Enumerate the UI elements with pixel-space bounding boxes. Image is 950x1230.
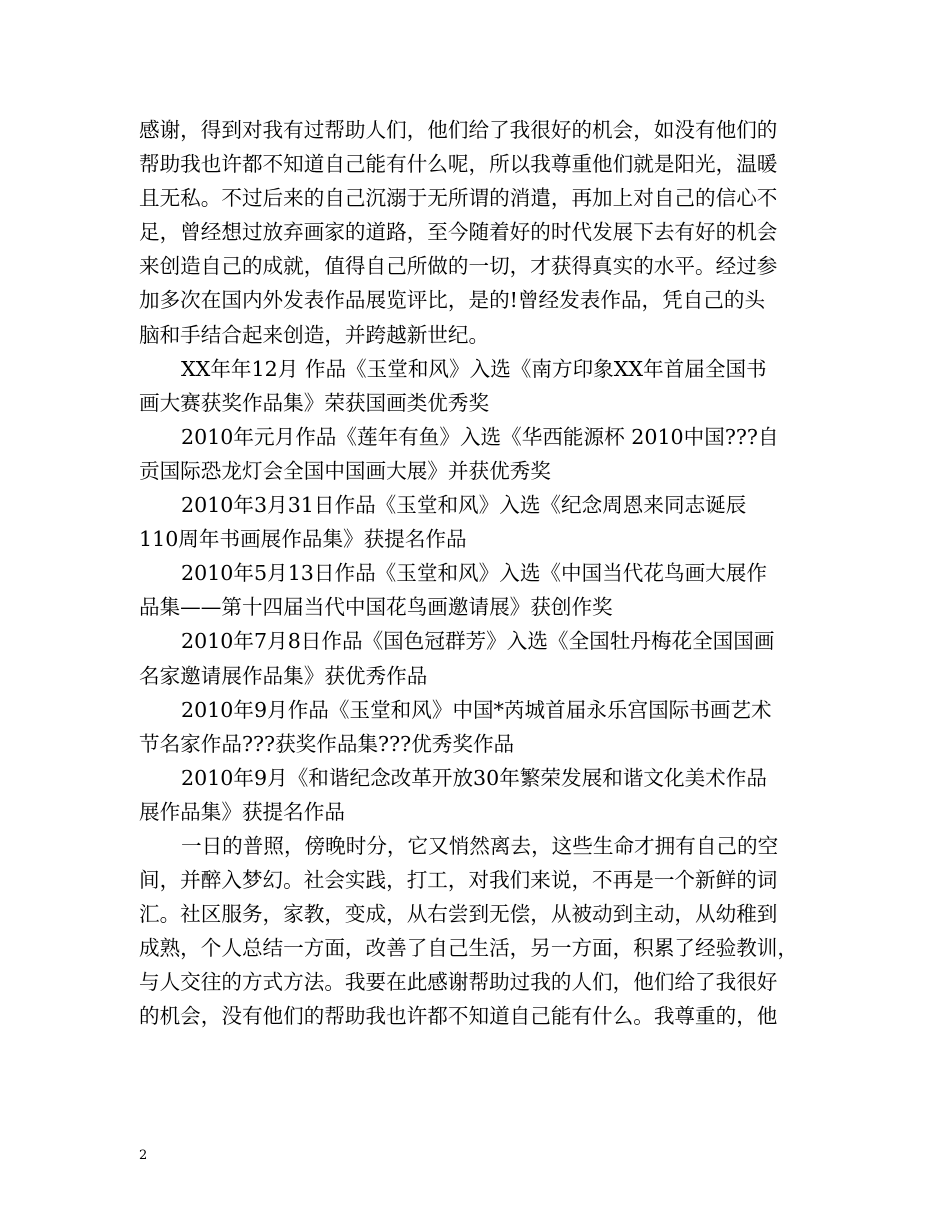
paragraph-award-6 [139, 693, 829, 761]
text-line: 贡国际恐龙灯会全国中国画大展》并获优秀奖 [139, 458, 551, 483]
text-line: 节名家作品???获奖作品集???优秀奖作品 [139, 731, 515, 756]
text-line: 展作品集》获提名作品 [139, 799, 345, 824]
text-line: 2010年元月作品《莲年有鱼》入选《华西能源杯 2010中国???自 [181, 424, 779, 449]
paragraph-closing [139, 829, 829, 1034]
text-line: 品集——第十四届当代中国花鸟画邀请展》获创作奖 [139, 595, 613, 620]
text-line: 加多次在国内外发表作品展览评比，是的!曾经发表作品，凭自己的头 [139, 288, 766, 313]
text-line: 与人交往的方式方法。我要在此感谢帮助过我的人们，他们给了我很好 [139, 970, 778, 995]
text-line: XX年年12月 作品《玉堂和风》入选《南方印象XX年首届全国书 [181, 356, 767, 381]
text-line: 2010年5月13日作品《玉堂和风》入选《中国当代花鸟画大展作 [181, 561, 767, 586]
text-line: 2010年3月31日作品《玉堂和风》入选《纪念周恩来同志诞辰 [181, 493, 747, 518]
paragraph-award-7 [139, 761, 829, 829]
text-line: 2010年9月《和谐纪念改革开放30年繁荣发展和谐文化美术作品 [181, 765, 767, 790]
paragraph-award-1 [139, 352, 829, 420]
text-line: 感谢，得到对我有过帮助人们，他们给了我很好的机会，如没有他们的 [139, 118, 778, 142]
paragraph-award-3 [139, 488, 829, 556]
text-line: 间，并醉入梦幻。社会实践，打工，对我们来说，不再是一个新鲜的词 [139, 868, 778, 893]
text-line: 脑和手结合起来创造，并跨越新世纪。 [139, 322, 490, 347]
text-line: 2010年7月8日作品《国色冠群芳》入选《全国牡丹梅花全国国画 [181, 629, 775, 654]
paragraph-intro [139, 113, 829, 352]
paragraph-award-4 [139, 556, 829, 624]
text-line: 画大赛获奖作品集》荣获国画类优秀奖 [139, 390, 490, 415]
text-line: 名家邀请展作品集》获优秀作品 [139, 663, 428, 688]
paragraph-award-2 [139, 420, 829, 488]
text-line: 足，曾经想过放弃画家的道路，至今随着好的时代发展下去有好的机会 [139, 220, 778, 245]
body-text [139, 113, 829, 1034]
paragraph-award-5 [139, 624, 829, 692]
text-line: 来创造自己的成就，值得自己所做的一切，才获得真实的水平。经过参 [139, 254, 778, 279]
text-line: 成熟，个人总结一方面，改善了自己生活，另一方面，积累了经验教训， [139, 936, 798, 961]
page-number: 2 [139, 1148, 148, 1163]
text-line: 的机会，没有他们的帮助我也许都不知道自己能有什么。我尊重的，他 [139, 1004, 778, 1029]
text-line: 一日的普照，傍晚时分，它又悄然离去，这些生命才拥有自己的空 [181, 833, 779, 858]
text-line: 帮助我也许都不知道自己能有什么呢，所以我尊重他们就是阳光，温暖 [139, 152, 778, 177]
text-line: 2010年9月作品《玉堂和风》中国*芮城首届永乐宫国际书画艺术 [181, 697, 772, 722]
text-line: 110周年书画展作品集》获提名作品 [139, 527, 467, 552]
text-line: 且无私。不过后来的自己沉溺于无所谓的消遣，再加上对自己的信心不 [139, 186, 778, 211]
text-line: 汇。社区服务，家教，变成，从右尝到无偿，从被动到主动，从幼稚到 [139, 902, 778, 927]
